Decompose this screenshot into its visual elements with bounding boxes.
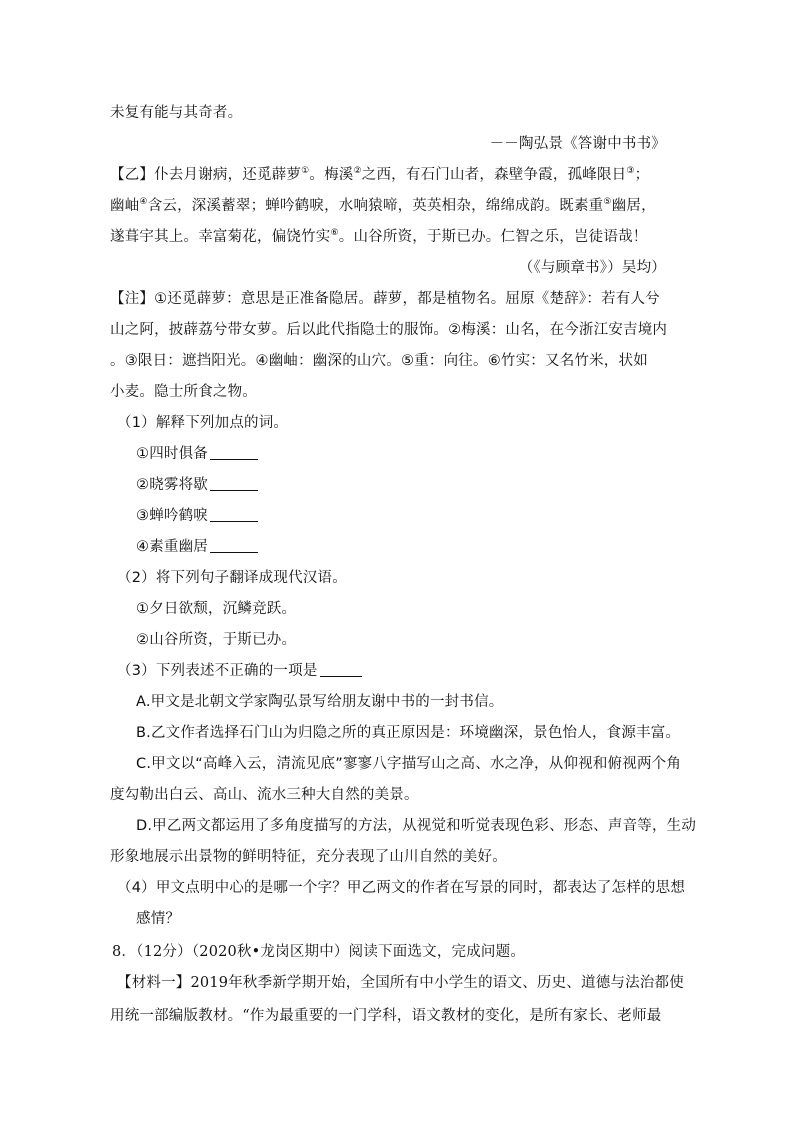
passage-jia-source: －－陶弘景《答谢中书书》 xyxy=(489,136,666,152)
answer-blank[interactable] xyxy=(210,538,258,553)
q1-item-text: ②晓雾将歇 xyxy=(136,477,208,493)
answer-blank[interactable] xyxy=(210,507,258,522)
q1-item-text: ①四时俱备 xyxy=(136,446,208,462)
answer-blank[interactable] xyxy=(320,662,362,677)
passage-yi-line-1 xyxy=(110,165,649,185)
q4-line-2: 感情？ xyxy=(136,911,181,927)
q2-item-2: ②山谷所资，于斯已办。 xyxy=(136,632,297,648)
q8-header: 8．（12分）（2020秋•龙岗区期中）阅读下面选文，完成问题。 xyxy=(112,944,526,960)
passage-yi-line-3 xyxy=(110,227,647,247)
answer-blank[interactable] xyxy=(210,445,258,460)
q1-item-1 xyxy=(136,444,258,464)
note-marker: ④ xyxy=(139,197,148,207)
text-run: 【乙】仆去月谢病，还觅薜萝 xyxy=(110,167,302,183)
text-run: 遂葺宇其上。幸富菊花，偏饶竹实 xyxy=(110,229,331,245)
answer-blank[interactable] xyxy=(210,476,258,491)
text-run: 。梅溪 xyxy=(309,167,354,183)
q2-prompt: （2）将下列句子翻译成现代汉语。 xyxy=(117,570,347,586)
q3-option-d-cont: 形象地展示出景物的鲜明特征，充分表现了山川自然的美好。 xyxy=(110,849,507,865)
q1-item-3 xyxy=(136,506,258,526)
q3-prompt-text: （3）下列表述不正确的一项是 xyxy=(117,663,318,679)
text-run: 含云，深溪蓄翠；蝉吟鹤唳，水响猿啼，英英相杂，绵绵成韵。既素重 xyxy=(147,198,604,214)
q3-option-b: B.乙文作者选择石门山为归隐之所的真正原因是：环境幽深，景色怡人，食源丰富。 xyxy=(136,725,681,741)
q2-item-1: ①夕日欲颓，沉鳞竞跃。 xyxy=(136,601,297,617)
q1-item-text: ④素重幽居 xyxy=(136,539,208,555)
notes-line-1: 【注】①还觅薜萝：意思是正准备隐居。薜萝，都是植物名。屈原《楚辞》：若有人兮 xyxy=(110,291,660,307)
q8-material-line-2: 用统一部编版教材。“作为最重要的一门学科，语文教材的变化，是所有家长、老师最 xyxy=(110,1008,662,1024)
note-marker: ③ xyxy=(626,166,635,176)
notes-line-2: 山之阿，披薜荔兮带女萝。后以此代指隐士的服饰。②梅溪：山名，在今浙江安吉境内 xyxy=(110,322,668,338)
q3-option-c-cont: 度勾勒出白云、高山、流水三种大自然的美景。 xyxy=(110,787,419,803)
q1-item-text: ③蝉吟鹤唳 xyxy=(136,508,208,524)
passage-yi-line-2 xyxy=(110,196,656,216)
text-run: 。山谷所资，于斯已办。仁智之乐，岂徒语哉！ xyxy=(338,229,648,245)
note-marker: ⑥ xyxy=(330,228,339,238)
note-marker: ⑤ xyxy=(603,197,612,207)
note-marker: ② xyxy=(353,166,362,176)
text-run: 幽居， xyxy=(611,198,656,214)
q4-line-1: （4）甲文点明中心的是哪一个字？甲乙两文的作者在写景的同时，都表达了怎样的思想 xyxy=(117,880,686,896)
q8-material-line-1: 【材料一】2019年秋季新学期开始，全国所有中小学生的语文、历史、道德与法治都使 xyxy=(117,975,684,991)
q1-prompt: （1）解释下列加点的词。 xyxy=(117,415,289,431)
q3-option-c: C.甲文以“高峰入云，清流见底”寥寥八字描写山之高、水之净，从仰视和俯视两个角 xyxy=(136,756,682,772)
text-run: 幽岫 xyxy=(110,198,140,214)
text-run: ； xyxy=(634,167,650,183)
notes-line-3: 。③限日：遮挡阳光。④幽岫：幽深的山穴。⑤重：向往。⑥竹实：又名竹米，状如 xyxy=(110,353,648,369)
q1-item-2 xyxy=(136,475,258,495)
passage-jia-last-line: 未复有能与其奇者。 xyxy=(110,105,243,121)
q1-item-4 xyxy=(136,537,258,557)
q3-option-a: A.甲文是北朝文学家陶弘景写给朋友谢中书的一封书信。 xyxy=(136,694,504,710)
q3-prompt xyxy=(117,661,362,681)
text-run: 之西，有石门山者，森壁争霞，孤峰限日 xyxy=(361,167,627,183)
notes-line-4: 小麦。隐士所食之物。 xyxy=(110,384,257,400)
note-marker: ① xyxy=(301,166,310,176)
q3-option-d: D.甲乙两文都运用了多角度描写的方法，从视觉和听觉表现色彩、形态、声音等，生动 xyxy=(136,818,697,834)
passage-yi-source: （《与顾章书》）吴均） xyxy=(518,260,666,276)
